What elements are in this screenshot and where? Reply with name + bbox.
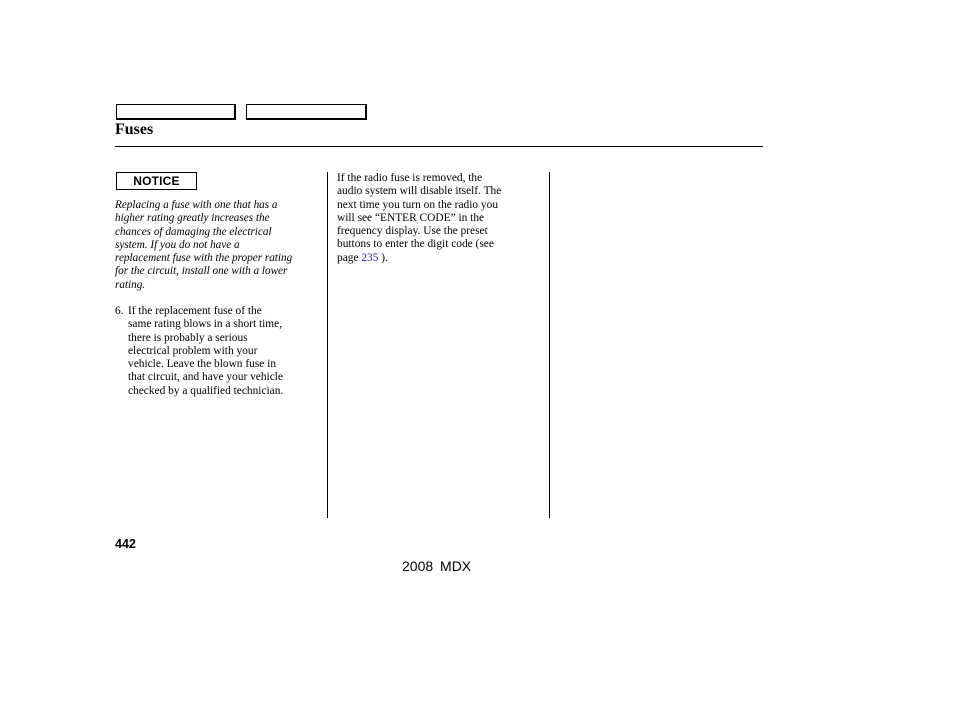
- table-of-contents-button[interactable]: [246, 104, 367, 120]
- column-divider-2: [549, 172, 550, 518]
- page-number: 442: [115, 537, 136, 551]
- paragraph-line-last: [337, 252, 537, 265]
- main-menu-button[interactable]: [116, 104, 236, 120]
- page-title: Fuses: [115, 121, 154, 138]
- step-line: checked by a qualified technician.: [128, 384, 284, 397]
- notice-line: Replacing a fuse with one that has a: [115, 199, 278, 211]
- step-line: that circuit, and have your vehicle: [128, 371, 283, 384]
- notice-line: system. If you do not have a: [115, 238, 240, 251]
- step-line: there is probably a serious: [128, 331, 248, 344]
- notice-line: replacement fuse with the proper rating: [115, 252, 293, 265]
- page-ref-suffix: ).: [378, 251, 388, 264]
- paragraph-line: If the radio fuse is removed, the: [337, 172, 483, 184]
- notice-line: chances of damaging the electrical: [115, 225, 272, 238]
- step-6: [115, 305, 320, 398]
- step-line: If the replacement fuse of the: [128, 305, 262, 317]
- step-body: [128, 305, 320, 398]
- step-line: electrical problem with your: [128, 344, 258, 357]
- radio-fuse-paragraph: [337, 172, 537, 265]
- notice-line: rating.: [115, 278, 146, 291]
- paragraph-line: buttons to enter the digit code (see: [337, 238, 494, 251]
- title-rule: [115, 146, 763, 147]
- notice-badge-label: NOTICE: [133, 174, 180, 188]
- page-235-link[interactable]: 235: [361, 251, 379, 264]
- step-line: same rating blows in a short time,: [128, 318, 283, 331]
- paragraph-line: frequency display. Use the preset: [337, 225, 488, 238]
- paragraph-line: audio system will disable itself. The: [337, 185, 502, 198]
- footer-model: 2008 MDX: [402, 558, 472, 574]
- page-ref-prefix: page: [337, 251, 362, 264]
- step-line: vehicle. Leave the blown fuse in: [128, 358, 277, 371]
- paragraph-line: next time you turn on the radio you: [337, 198, 499, 211]
- notice-text: [115, 199, 325, 292]
- paragraph-line: will see “ENTER CODE” in the: [337, 211, 485, 224]
- notice-badge: [116, 172, 197, 190]
- step-number: 6.: [115, 305, 124, 317]
- notice-line: higher rating greatly increases the: [115, 212, 270, 225]
- notice-line: for the circuit, install one with a lower: [115, 265, 288, 278]
- column-divider-1: [327, 172, 328, 518]
